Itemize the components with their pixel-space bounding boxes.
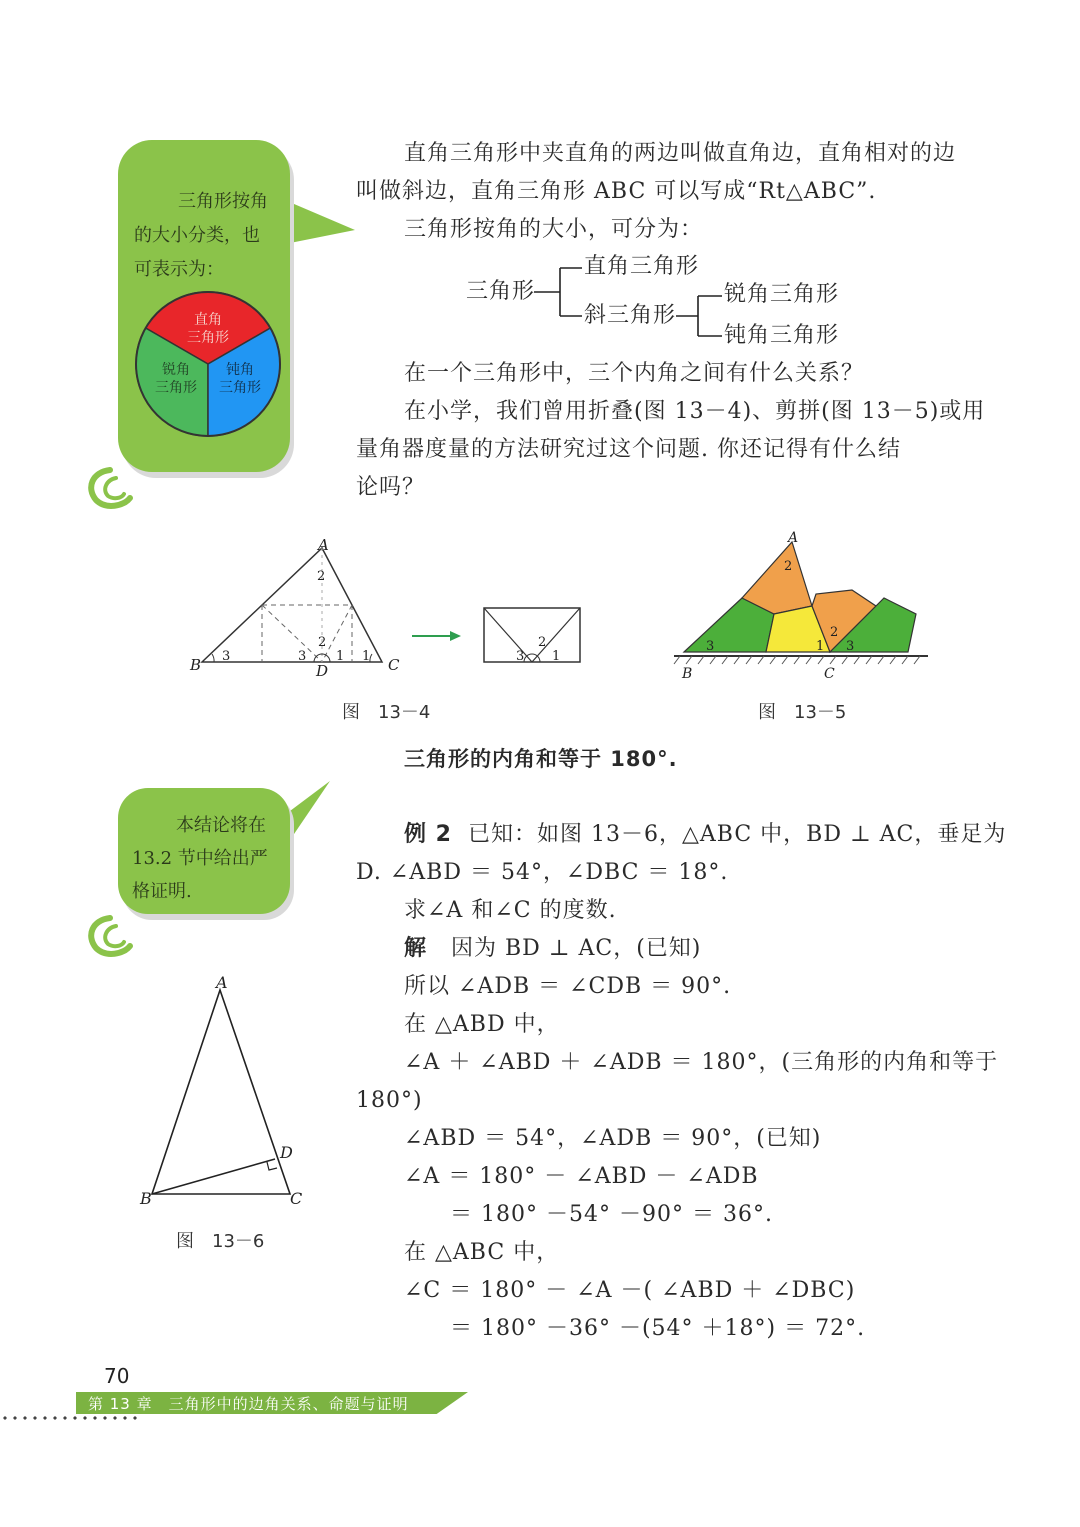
pie-label-right-1: 钝角 xyxy=(226,362,254,378)
solution-step-5: 180°) xyxy=(356,1088,423,1113)
solution-step-10: ∠C ＝ 180° － ∠A －( ∠ABD ＋ ∠DBC) xyxy=(404,1278,856,1303)
tree-oblique-triangle: 斜三角形 xyxy=(584,303,677,328)
fig4-angle-2-top: 2 xyxy=(317,569,326,584)
fig4-label-a: A xyxy=(318,536,329,554)
fig4-box-angle-2: 2 xyxy=(538,635,547,650)
fig4-angle-1-right: 1 xyxy=(362,649,371,664)
solution-label: 解 xyxy=(404,936,428,961)
example-2-line-1 xyxy=(404,816,1006,854)
note-2-line-3: 格证明. xyxy=(132,881,192,902)
tree-connector-lines xyxy=(530,260,730,340)
fig4-label-b: B xyxy=(190,656,202,674)
intro-p3: 在一个三角形中，三个内角之间有什么关系？ xyxy=(404,361,865,386)
note-2-line-1: 本结论将在 xyxy=(176,815,266,836)
solution-step-11: ＝ 180° －36° －(54° ＋18°) ＝ 72°. xyxy=(450,1316,866,1341)
tree-right-triangle: 直角三角形 xyxy=(584,254,700,279)
pie-label-left-2: 三角形 xyxy=(155,380,197,396)
page-number: 70 xyxy=(104,1364,130,1388)
fig6-label-a: A xyxy=(216,973,228,992)
intro-p1-line2: 叫做斜边，直角三角形 ABC 可以写成“Rt△ABC”. xyxy=(356,179,877,204)
pie-label-top-2: 三角形 xyxy=(187,330,229,346)
note-2-line-2: 13.2 节中给出严 xyxy=(132,848,268,869)
fig5-label-c: C xyxy=(824,666,835,682)
footer-dotted-rule xyxy=(0,1416,138,1420)
fig5-angle-2-top: 2 xyxy=(784,559,793,574)
fig6-label-c: C xyxy=(290,1189,303,1208)
solution-step-7: ∠A ＝ 180° － ∠ABD － ∠ADB xyxy=(404,1164,759,1189)
pie-label-left-1: 锐角 xyxy=(162,362,190,378)
fig5-label-b: B xyxy=(682,666,693,682)
figure-13-5 xyxy=(670,528,940,683)
fig6-label-b: B xyxy=(140,1189,152,1208)
fig5-angle-3-left: 3 xyxy=(706,639,715,654)
pie-label-top-1: 直角 xyxy=(194,312,222,328)
figure-13-4 xyxy=(180,536,600,686)
example-2-title: 例 2 xyxy=(404,822,452,847)
fig4-label-c: C xyxy=(388,656,400,674)
intro-p4-line2: 量角器度量的方法研究过这个问题. 你还记得有什么结 xyxy=(356,437,901,462)
chapter-title: 第 13 章 三角形中的边角关系、命题与证明 xyxy=(88,1395,409,1413)
fig4-box-angle-3: 3 xyxy=(516,649,525,664)
fig5-angle-1: 1 xyxy=(816,639,825,654)
example-2-question: 求∠A 和∠C 的度数. xyxy=(404,898,617,923)
figure-13-5-caption: 图 13－5 xyxy=(758,702,847,723)
triangle-classification-pie xyxy=(130,286,286,442)
note-1-line-3: 可表示为： xyxy=(134,259,224,280)
bubble-swirl-icon xyxy=(80,912,140,962)
fig4-angle-3-mid: 3 xyxy=(298,649,307,664)
bubble-swirl-icon xyxy=(80,464,140,514)
fig4-label-d: D xyxy=(316,662,329,680)
intro-p4-line3: 论吗？ xyxy=(356,475,426,500)
tree-obtuse-triangle: 钝角三角形 xyxy=(724,323,840,348)
example-2-given: 已知：如图 13－6，△ABC 中，BD ⊥ AC，垂足为 xyxy=(467,822,1007,847)
solution-step-2: 所以 ∠ADB ＝ ∠CDB ＝ 90°. xyxy=(404,974,732,999)
solution-step-3: 在 △ABD 中， xyxy=(404,1012,560,1037)
solution-step-4: ∠A ＋ ∠ABD ＋ ∠ADB ＝ 180°，(三角形的内角和等于 xyxy=(404,1050,999,1075)
intro-p4-line1: 在小学，我们曾用折叠(图 13－4)、剪拼(图 13－5)或用 xyxy=(404,399,986,424)
pie-label-right-2: 三角形 xyxy=(219,380,261,396)
fig5-angle-2: 2 xyxy=(830,625,839,640)
fig5-angle-3: 3 xyxy=(846,639,855,654)
figure-13-6 xyxy=(130,972,320,1212)
fig4-angle-2-mid: 2 xyxy=(318,635,327,650)
figure-13-4-caption: 图 13－4 xyxy=(342,702,431,723)
fig6-label-d: D xyxy=(280,1143,293,1162)
note-1-line-2: 的大小分类，也 xyxy=(134,225,260,246)
fig4-angle-3-left: 3 xyxy=(222,649,231,664)
conclusion-statement: 三角形的内角和等于 180°. xyxy=(404,747,678,771)
fig4-box-angle-1: 1 xyxy=(552,649,561,664)
solution-step-8: ＝ 180° －54° －90° ＝ 36°. xyxy=(450,1202,773,1227)
solution-step-1: 解 因为 BD ⊥ AC，(已知) xyxy=(404,936,702,961)
example-2-line-2: D. ∠ABD ＝ 54°，∠DBC ＝ 18°. xyxy=(356,860,729,885)
tree-root: 三角形 xyxy=(466,279,536,304)
note-1-line-1: 三角形按角 xyxy=(178,191,268,212)
fig4-angle-1-mid: 1 xyxy=(336,649,345,664)
intro-p1-line1: 直角三角形中夹直角的两边叫做直角边，直角相对的边 xyxy=(404,141,957,166)
intro-p2: 三角形按角的大小，可分为： xyxy=(404,217,704,242)
fig5-label-a: A xyxy=(788,530,799,546)
solution-step-9: 在 △ABC 中， xyxy=(404,1240,560,1265)
figure-13-6-caption: 图 13－6 xyxy=(176,1231,265,1252)
solution-step-6: ∠ABD ＝ 54°，∠ADB ＝ 90°，(已知) xyxy=(404,1126,822,1151)
tree-acute-triangle: 锐角三角形 xyxy=(724,282,840,307)
